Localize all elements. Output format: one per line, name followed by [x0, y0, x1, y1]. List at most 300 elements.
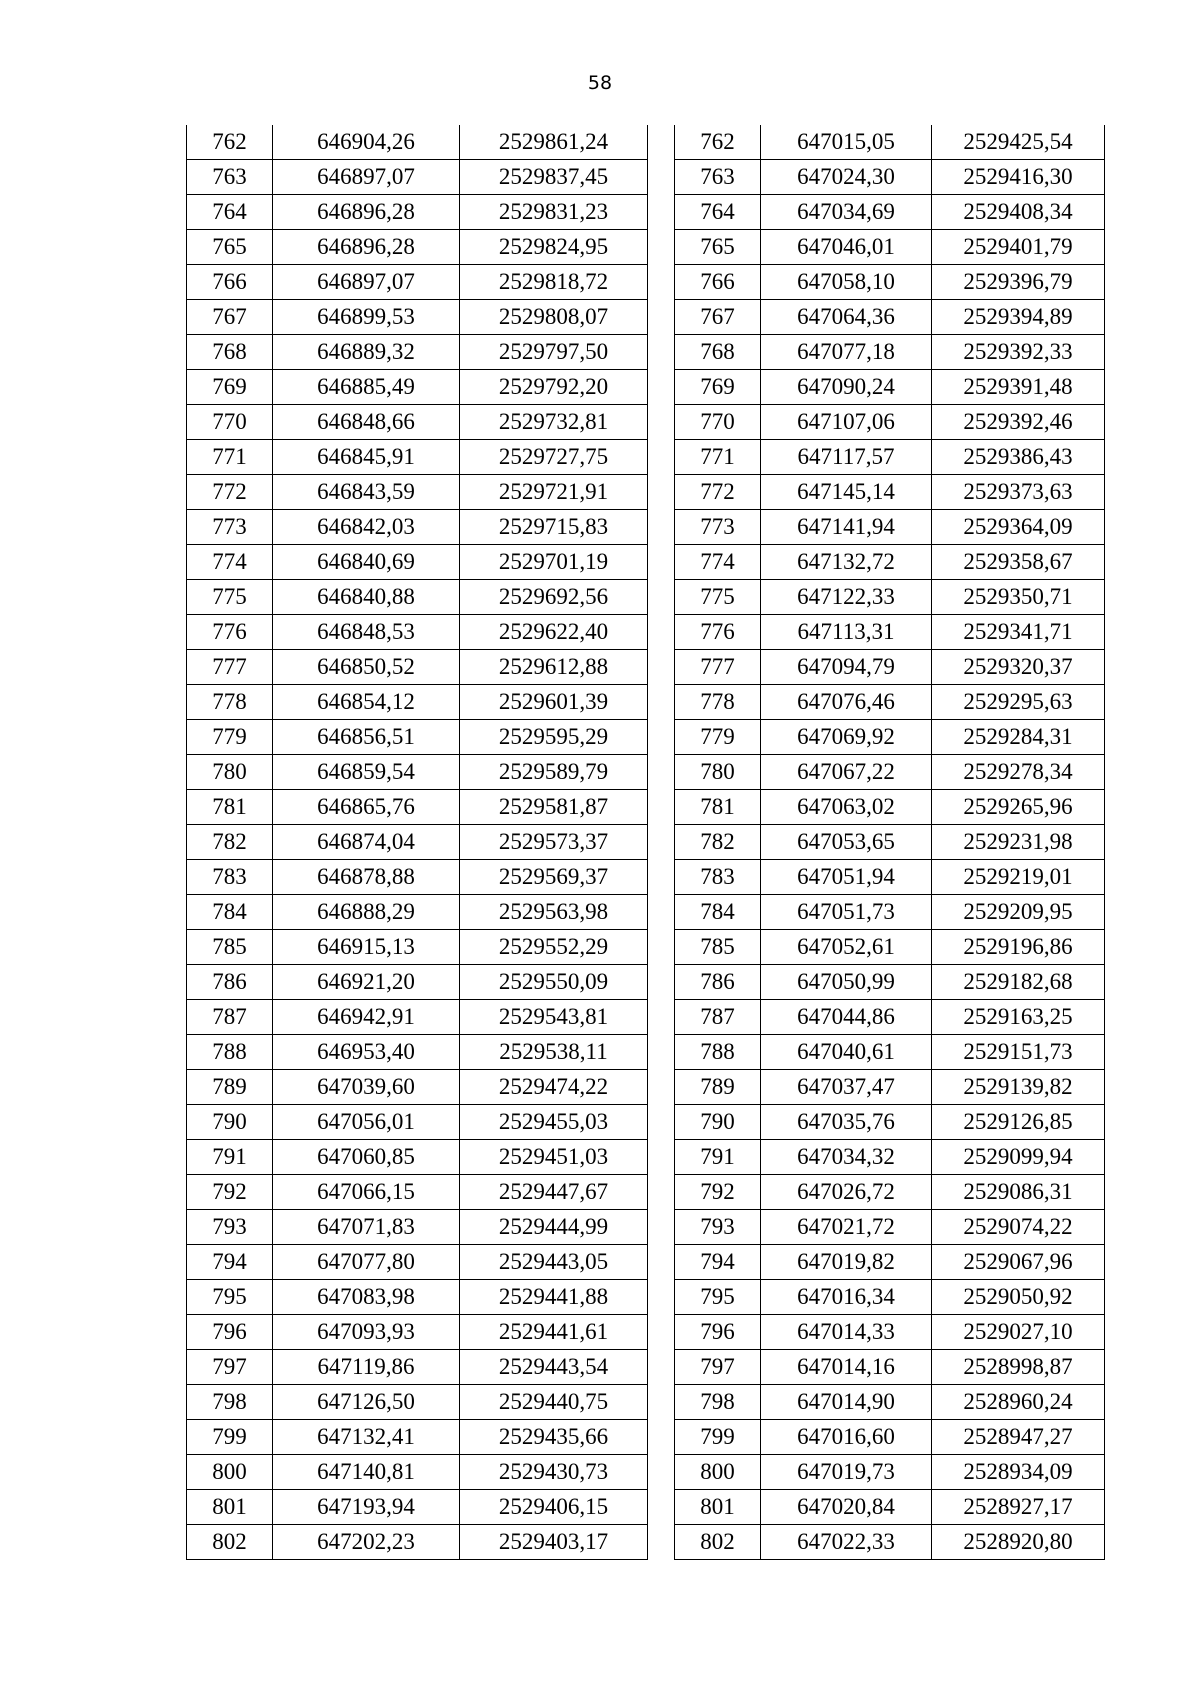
y-coordinate-cell: 2529074,22: [932, 1210, 1105, 1245]
x-coordinate-cell: 647113,31: [761, 615, 932, 650]
point-number-cell: 765: [187, 230, 273, 265]
table-row: [187, 545, 648, 580]
point-number-cell: 787: [675, 1000, 761, 1035]
point-number-cell: 790: [675, 1105, 761, 1140]
point-number-cell: 766: [675, 265, 761, 300]
y-coordinate-cell: 2529151,73: [932, 1035, 1105, 1070]
y-coordinate-cell: 2529447,67: [460, 1175, 648, 1210]
point-number-cell: 778: [675, 685, 761, 720]
y-coordinate-cell: 2529543,81: [460, 1000, 648, 1035]
table-row: [187, 1525, 648, 1560]
x-coordinate-cell: 647094,79: [761, 650, 932, 685]
y-coordinate-cell: 2529435,66: [460, 1420, 648, 1455]
y-coordinate-cell: 2529824,95: [460, 230, 648, 265]
y-coordinate-cell: 2529721,91: [460, 475, 648, 510]
table-row: [675, 580, 1105, 615]
table-row: [187, 1315, 648, 1350]
x-coordinate-cell: 647035,76: [761, 1105, 932, 1140]
y-coordinate-cell: 2529563,98: [460, 895, 648, 930]
point-number-cell: 792: [675, 1175, 761, 1210]
point-number-cell: 776: [675, 615, 761, 650]
y-coordinate-cell: 2529444,99: [460, 1210, 648, 1245]
y-coordinate-cell: 2529451,03: [460, 1140, 648, 1175]
x-coordinate-cell: 646889,32: [273, 335, 460, 370]
table-row: [675, 405, 1105, 440]
x-coordinate-cell: 646874,04: [273, 825, 460, 860]
y-coordinate-cell: 2528960,24: [932, 1385, 1105, 1420]
point-number-cell: 771: [675, 440, 761, 475]
y-coordinate-cell: 2529589,79: [460, 755, 648, 790]
y-coordinate-cell: 2529443,54: [460, 1350, 648, 1385]
point-number-cell: 788: [187, 1035, 273, 1070]
table-row: [187, 1455, 648, 1490]
table-row: [187, 370, 648, 405]
point-number-cell: 796: [675, 1315, 761, 1350]
y-coordinate-cell: 2529552,29: [460, 930, 648, 965]
y-coordinate-cell: 2528947,27: [932, 1420, 1105, 1455]
point-number-cell: 792: [187, 1175, 273, 1210]
table-row: [187, 895, 648, 930]
y-coordinate-cell: 2529701,19: [460, 545, 648, 580]
point-number-cell: 794: [675, 1245, 761, 1280]
table-row: [187, 1070, 648, 1105]
y-coordinate-cell: 2528998,87: [932, 1350, 1105, 1385]
table-row: [187, 650, 648, 685]
x-coordinate-cell: 647126,50: [273, 1385, 460, 1420]
x-coordinate-cell: 647083,98: [273, 1280, 460, 1315]
point-number-cell: 800: [675, 1455, 761, 1490]
y-coordinate-cell: 2529474,22: [460, 1070, 648, 1105]
table-row: [675, 1140, 1105, 1175]
table-row: [675, 615, 1105, 650]
table-row: [675, 650, 1105, 685]
x-coordinate-cell: 647107,06: [761, 405, 932, 440]
y-coordinate-cell: 2529401,79: [932, 230, 1105, 265]
y-coordinate-cell: 2529392,33: [932, 335, 1105, 370]
table-row: [187, 1035, 648, 1070]
x-coordinate-cell: 647040,61: [761, 1035, 932, 1070]
x-coordinate-cell: 647044,86: [761, 1000, 932, 1035]
table-row: [675, 1280, 1105, 1315]
x-coordinate-cell: 647024,30: [761, 160, 932, 195]
y-coordinate-cell: 2529861,24: [460, 125, 648, 160]
point-number-cell: 793: [675, 1210, 761, 1245]
y-coordinate-cell: 2529818,72: [460, 265, 648, 300]
point-number-cell: 763: [675, 160, 761, 195]
table-row: [675, 1490, 1105, 1525]
point-number-cell: 795: [675, 1280, 761, 1315]
y-coordinate-cell: 2529797,50: [460, 335, 648, 370]
y-coordinate-cell: 2529430,73: [460, 1455, 648, 1490]
point-number-cell: 799: [187, 1420, 273, 1455]
x-coordinate-cell: 647020,84: [761, 1490, 932, 1525]
point-number-cell: 765: [675, 230, 761, 265]
point-number-cell: 776: [187, 615, 273, 650]
y-coordinate-cell: 2529182,68: [932, 965, 1105, 1000]
point-number-cell: 767: [675, 300, 761, 335]
point-number-cell: 768: [675, 335, 761, 370]
x-coordinate-cell: 647022,33: [761, 1525, 932, 1560]
y-coordinate-cell: 2529581,87: [460, 790, 648, 825]
table-row: [187, 1105, 648, 1140]
x-coordinate-cell: 647193,94: [273, 1490, 460, 1525]
point-number-cell: 786: [187, 965, 273, 1000]
y-coordinate-cell: 2529394,89: [932, 300, 1105, 335]
y-coordinate-cell: 2529364,09: [932, 510, 1105, 545]
x-coordinate-cell: 646904,26: [273, 125, 460, 160]
point-number-cell: 773: [187, 510, 273, 545]
point-number-cell: 782: [675, 825, 761, 860]
point-number-cell: 785: [187, 930, 273, 965]
page-number: 58: [587, 72, 613, 94]
y-coordinate-cell: 2529027,10: [932, 1315, 1105, 1350]
table-row: [187, 755, 648, 790]
table-row: [675, 1245, 1105, 1280]
y-coordinate-cell: 2529231,98: [932, 825, 1105, 860]
x-coordinate-cell: 646856,51: [273, 720, 460, 755]
x-coordinate-cell: 647202,23: [273, 1525, 460, 1560]
table-row: [675, 720, 1105, 755]
y-coordinate-cell: 2529808,07: [460, 300, 648, 335]
table-row: [675, 1420, 1105, 1455]
y-coordinate-cell: 2529278,34: [932, 755, 1105, 790]
point-number-cell: 771: [187, 440, 273, 475]
x-coordinate-cell: 647145,14: [761, 475, 932, 510]
table-row: [675, 790, 1105, 825]
x-coordinate-cell: 647051,73: [761, 895, 932, 930]
y-coordinate-cell: 2529373,63: [932, 475, 1105, 510]
point-number-cell: 799: [675, 1420, 761, 1455]
table-row: [187, 685, 648, 720]
point-number-cell: 801: [187, 1490, 273, 1525]
x-coordinate-cell: 647019,73: [761, 1455, 932, 1490]
table-row: [187, 1385, 648, 1420]
x-coordinate-cell: 647034,69: [761, 195, 932, 230]
y-coordinate-cell: 2529538,11: [460, 1035, 648, 1070]
y-coordinate-cell: 2529441,88: [460, 1280, 648, 1315]
table-row: [675, 895, 1105, 930]
x-coordinate-cell: 647119,86: [273, 1350, 460, 1385]
table-row: [187, 1420, 648, 1455]
table-row: [187, 825, 648, 860]
table-row: [675, 685, 1105, 720]
x-coordinate-cell: 647014,90: [761, 1385, 932, 1420]
point-number-cell: 785: [675, 930, 761, 965]
x-coordinate-cell: 647076,46: [761, 685, 932, 720]
y-coordinate-cell: 2529386,43: [932, 440, 1105, 475]
table-row: [187, 1210, 648, 1245]
point-number-cell: 767: [187, 300, 273, 335]
y-coordinate-cell: 2529692,56: [460, 580, 648, 615]
x-coordinate-cell: 646854,12: [273, 685, 460, 720]
point-number-cell: 778: [187, 685, 273, 720]
x-coordinate-cell: 647016,60: [761, 1420, 932, 1455]
point-number-cell: 787: [187, 1000, 273, 1035]
x-coordinate-cell: 647053,65: [761, 825, 932, 860]
table-row: [187, 230, 648, 265]
coordinates-table-left: [186, 125, 648, 1560]
point-number-cell: 800: [187, 1455, 273, 1490]
x-coordinate-cell: 647077,80: [273, 1245, 460, 1280]
point-number-cell: 784: [187, 895, 273, 930]
table-row: [675, 475, 1105, 510]
y-coordinate-cell: 2529396,79: [932, 265, 1105, 300]
y-coordinate-cell: 2529126,85: [932, 1105, 1105, 1140]
point-number-cell: 768: [187, 335, 273, 370]
x-coordinate-cell: 646953,40: [273, 1035, 460, 1070]
y-coordinate-cell: 2529295,63: [932, 685, 1105, 720]
x-coordinate-cell: 647141,94: [761, 510, 932, 545]
y-coordinate-cell: 2529443,05: [460, 1245, 648, 1280]
y-coordinate-cell: 2529392,46: [932, 405, 1105, 440]
y-coordinate-cell: 2529391,48: [932, 370, 1105, 405]
point-number-cell: 770: [187, 405, 273, 440]
point-number-cell: 798: [187, 1385, 273, 1420]
point-number-cell: 791: [187, 1140, 273, 1175]
table-row: [187, 405, 648, 440]
x-coordinate-cell: 646840,88: [273, 580, 460, 615]
table-row: [187, 265, 648, 300]
point-number-cell: 781: [187, 790, 273, 825]
point-number-cell: 794: [187, 1245, 273, 1280]
point-number-cell: 795: [187, 1280, 273, 1315]
y-coordinate-cell: 2529265,96: [932, 790, 1105, 825]
x-coordinate-cell: 646859,54: [273, 755, 460, 790]
point-number-cell: 770: [675, 405, 761, 440]
x-coordinate-cell: 646842,03: [273, 510, 460, 545]
table-row: [187, 580, 648, 615]
point-number-cell: 766: [187, 265, 273, 300]
table-row: [187, 1245, 648, 1280]
table-row: [187, 160, 648, 195]
y-coordinate-cell: 2529792,20: [460, 370, 648, 405]
point-number-cell: 781: [675, 790, 761, 825]
table-row: [187, 930, 648, 965]
y-coordinate-cell: 2529440,75: [460, 1385, 648, 1420]
point-number-cell: 764: [187, 195, 273, 230]
x-coordinate-cell: 647063,02: [761, 790, 932, 825]
y-coordinate-cell: 2529341,71: [932, 615, 1105, 650]
point-number-cell: 780: [187, 755, 273, 790]
point-number-cell: 790: [187, 1105, 273, 1140]
point-number-cell: 775: [187, 580, 273, 615]
x-coordinate-cell: 647051,94: [761, 860, 932, 895]
x-coordinate-cell: 646915,13: [273, 930, 460, 965]
x-coordinate-cell: 647066,15: [273, 1175, 460, 1210]
coordinates-table-right: [674, 125, 1105, 1560]
table-row: [675, 440, 1105, 475]
x-coordinate-cell: 647060,85: [273, 1140, 460, 1175]
table-row: [187, 125, 648, 160]
table-row: [675, 1315, 1105, 1350]
y-coordinate-cell: 2528920,80: [932, 1525, 1105, 1560]
point-number-cell: 772: [187, 475, 273, 510]
x-coordinate-cell: 646942,91: [273, 1000, 460, 1035]
table-row: [187, 965, 648, 1000]
table-row: [187, 1490, 648, 1525]
point-number-cell: 773: [675, 510, 761, 545]
y-coordinate-cell: 2529209,95: [932, 895, 1105, 930]
point-number-cell: 788: [675, 1035, 761, 1070]
table-row: [187, 510, 648, 545]
point-number-cell: 786: [675, 965, 761, 1000]
table-row: [675, 1525, 1105, 1560]
x-coordinate-cell: 647052,61: [761, 930, 932, 965]
point-number-cell: 789: [187, 1070, 273, 1105]
x-coordinate-cell: 647071,83: [273, 1210, 460, 1245]
x-coordinate-cell: 646899,53: [273, 300, 460, 335]
point-number-cell: 772: [675, 475, 761, 510]
y-coordinate-cell: 2529837,45: [460, 160, 648, 195]
x-coordinate-cell: 647069,92: [761, 720, 932, 755]
table-row: [675, 160, 1105, 195]
y-coordinate-cell: 2529732,81: [460, 405, 648, 440]
x-coordinate-cell: 647019,82: [761, 1245, 932, 1280]
y-coordinate-cell: 2529408,34: [932, 195, 1105, 230]
table-row: [675, 825, 1105, 860]
table-row: [675, 300, 1105, 335]
point-number-cell: 769: [187, 370, 273, 405]
y-coordinate-cell: 2529099,94: [932, 1140, 1105, 1175]
x-coordinate-cell: 646896,28: [273, 195, 460, 230]
x-coordinate-cell: 647021,72: [761, 1210, 932, 1245]
y-coordinate-cell: 2529831,23: [460, 195, 648, 230]
table-row: [675, 125, 1105, 160]
table-row: [675, 755, 1105, 790]
x-coordinate-cell: 647093,93: [273, 1315, 460, 1350]
table-row: [675, 195, 1105, 230]
y-coordinate-cell: 2529196,86: [932, 930, 1105, 965]
table-row: [187, 720, 648, 755]
point-number-cell: 802: [187, 1525, 273, 1560]
y-coordinate-cell: 2529601,39: [460, 685, 648, 720]
x-coordinate-cell: 647090,24: [761, 370, 932, 405]
y-coordinate-cell: 2529086,31: [932, 1175, 1105, 1210]
x-coordinate-cell: 647056,01: [273, 1105, 460, 1140]
y-coordinate-cell: 2529163,25: [932, 1000, 1105, 1035]
table-row: [675, 1350, 1105, 1385]
x-coordinate-cell: 647014,16: [761, 1350, 932, 1385]
table-row: [187, 195, 648, 230]
point-number-cell: 793: [187, 1210, 273, 1245]
point-number-cell: 775: [675, 580, 761, 615]
y-coordinate-cell: 2529219,01: [932, 860, 1105, 895]
y-coordinate-cell: 2529320,37: [932, 650, 1105, 685]
x-coordinate-cell: 646850,52: [273, 650, 460, 685]
x-coordinate-cell: 647015,05: [761, 125, 932, 160]
x-coordinate-cell: 646840,69: [273, 545, 460, 580]
y-coordinate-cell: 2529455,03: [460, 1105, 648, 1140]
table-row: [187, 1280, 648, 1315]
y-coordinate-cell: 2529284,31: [932, 720, 1105, 755]
table-row: [187, 1140, 648, 1175]
table-row: [675, 1175, 1105, 1210]
table-row: [187, 1350, 648, 1385]
y-coordinate-cell: 2528934,09: [932, 1455, 1105, 1490]
table-row: [675, 335, 1105, 370]
x-coordinate-cell: 646845,91: [273, 440, 460, 475]
point-number-cell: 763: [187, 160, 273, 195]
table-row: [675, 1070, 1105, 1105]
point-number-cell: 783: [187, 860, 273, 895]
table-row: [675, 510, 1105, 545]
table-row: [675, 265, 1105, 300]
x-coordinate-cell: 647117,57: [761, 440, 932, 475]
table-row: [187, 335, 648, 370]
x-coordinate-cell: 647039,60: [273, 1070, 460, 1105]
point-number-cell: 762: [675, 125, 761, 160]
y-coordinate-cell: 2529595,29: [460, 720, 648, 755]
table-row: [675, 1455, 1105, 1490]
table-row: [187, 615, 648, 650]
x-coordinate-cell: 646897,07: [273, 160, 460, 195]
y-coordinate-cell: 2529441,61: [460, 1315, 648, 1350]
x-coordinate-cell: 647034,32: [761, 1140, 932, 1175]
x-coordinate-cell: 647014,33: [761, 1315, 932, 1350]
table-row: [187, 475, 648, 510]
x-coordinate-cell: 647067,22: [761, 755, 932, 790]
point-number-cell: 779: [675, 720, 761, 755]
point-number-cell: 789: [675, 1070, 761, 1105]
x-coordinate-cell: 646848,53: [273, 615, 460, 650]
table-row: [187, 1000, 648, 1035]
y-coordinate-cell: 2529612,88: [460, 650, 648, 685]
x-coordinate-cell: 647050,99: [761, 965, 932, 1000]
table-row: [675, 545, 1105, 580]
y-coordinate-cell: 2529569,37: [460, 860, 648, 895]
table-row: [187, 300, 648, 335]
x-coordinate-cell: 647026,72: [761, 1175, 932, 1210]
point-number-cell: 798: [675, 1385, 761, 1420]
point-number-cell: 774: [675, 545, 761, 580]
point-number-cell: 791: [675, 1140, 761, 1175]
table-row: [675, 1000, 1105, 1035]
table-row: [675, 930, 1105, 965]
x-coordinate-cell: 646888,29: [273, 895, 460, 930]
point-number-cell: 762: [187, 125, 273, 160]
table-row: [187, 790, 648, 825]
y-coordinate-cell: 2529139,82: [932, 1070, 1105, 1105]
x-coordinate-cell: 647122,33: [761, 580, 932, 615]
y-coordinate-cell: 2529050,92: [932, 1280, 1105, 1315]
x-coordinate-cell: 646896,28: [273, 230, 460, 265]
point-number-cell: 774: [187, 545, 273, 580]
point-number-cell: 797: [187, 1350, 273, 1385]
point-number-cell: 780: [675, 755, 761, 790]
point-number-cell: 779: [187, 720, 273, 755]
point-number-cell: 782: [187, 825, 273, 860]
table-row: [187, 440, 648, 475]
table-row: [675, 1210, 1105, 1245]
x-coordinate-cell: 646843,59: [273, 475, 460, 510]
x-coordinate-cell: 646897,07: [273, 265, 460, 300]
y-coordinate-cell: 2529067,96: [932, 1245, 1105, 1280]
y-coordinate-cell: 2528927,17: [932, 1490, 1105, 1525]
y-coordinate-cell: 2529403,17: [460, 1525, 648, 1560]
point-number-cell: 769: [675, 370, 761, 405]
point-number-cell: 764: [675, 195, 761, 230]
table-row: [675, 230, 1105, 265]
x-coordinate-cell: 646865,76: [273, 790, 460, 825]
y-coordinate-cell: 2529416,30: [932, 160, 1105, 195]
x-coordinate-cell: 647132,72: [761, 545, 932, 580]
y-coordinate-cell: 2529573,37: [460, 825, 648, 860]
point-number-cell: 783: [675, 860, 761, 895]
point-number-cell: 802: [675, 1525, 761, 1560]
table-row: [675, 1385, 1105, 1420]
table-row: [675, 860, 1105, 895]
y-coordinate-cell: 2529715,83: [460, 510, 648, 545]
